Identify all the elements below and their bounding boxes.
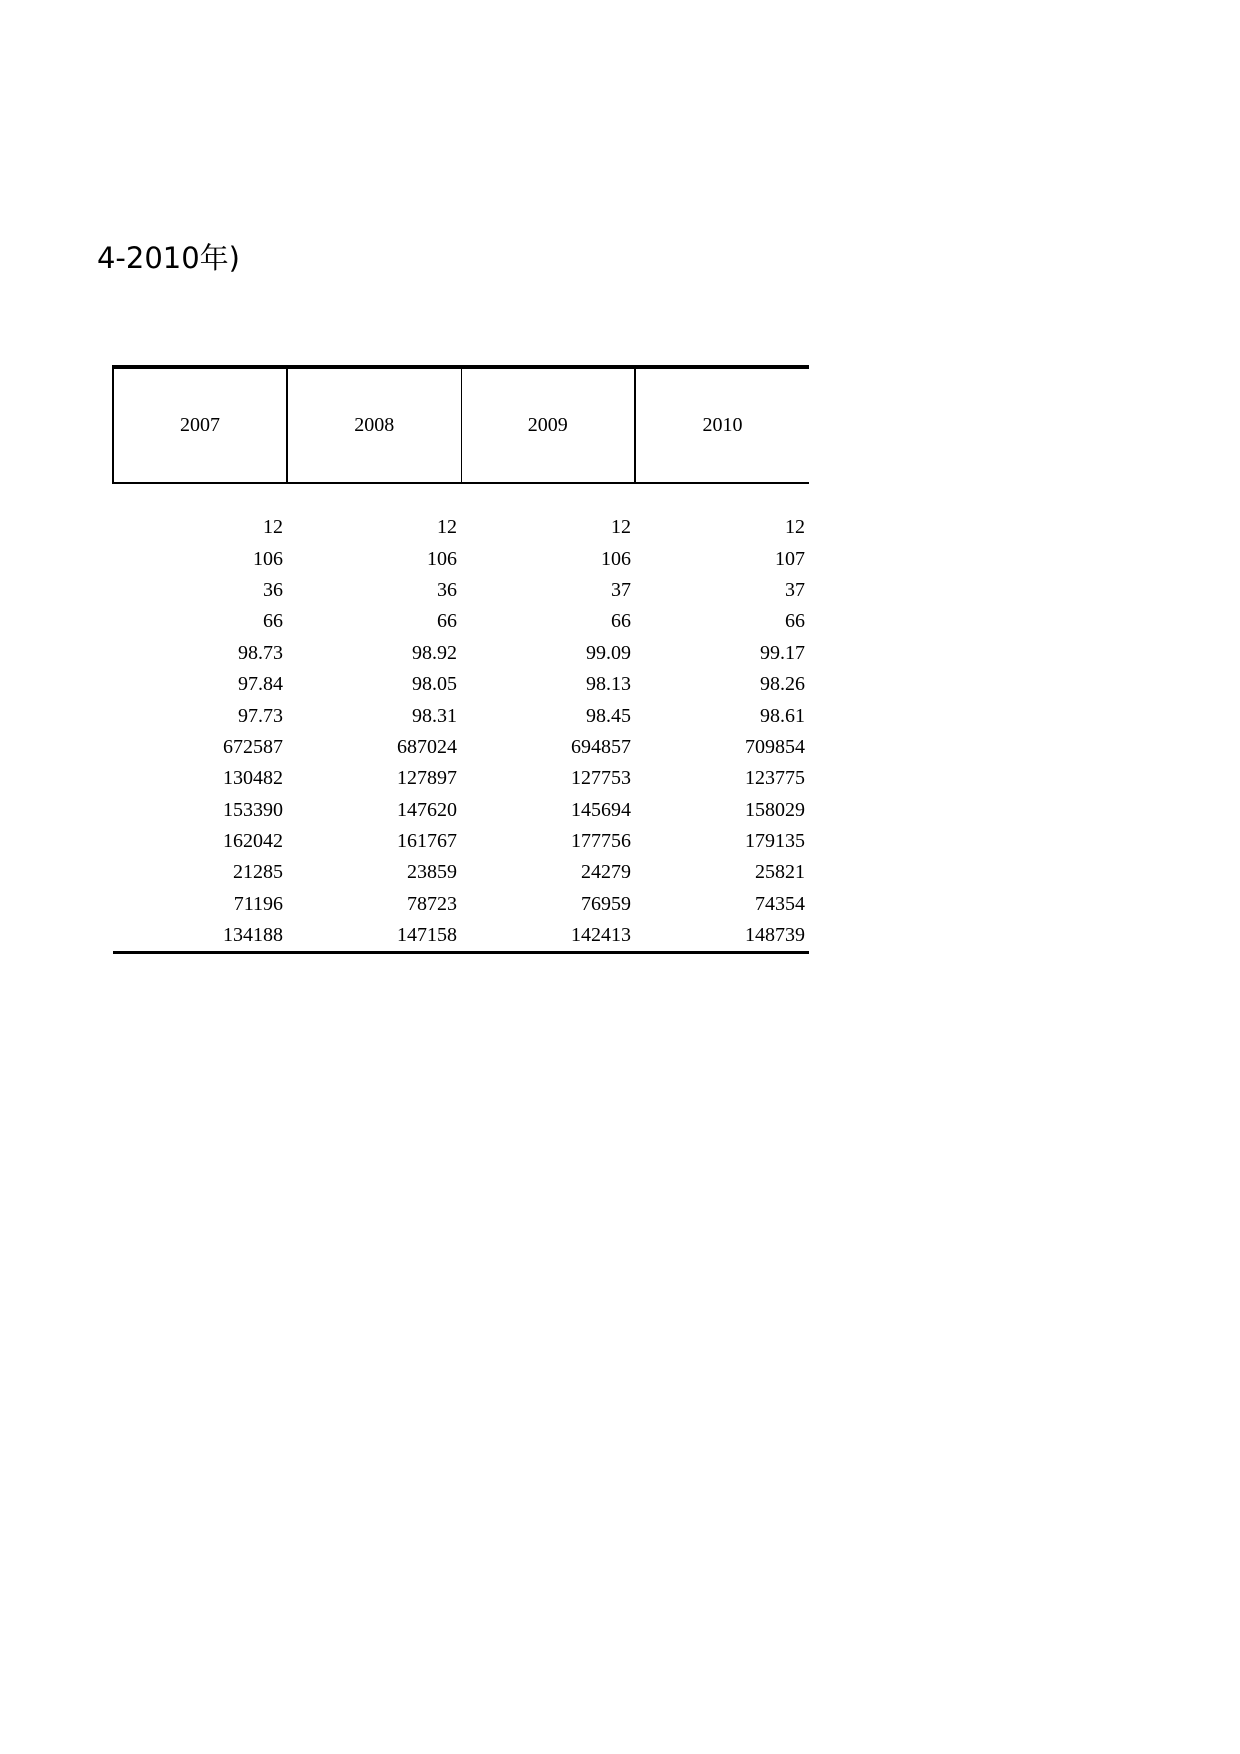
table-cell: 145694 <box>571 798 631 821</box>
table-cell: 36 <box>263 578 283 601</box>
header-row <box>113 367 809 483</box>
table-cell: 78723 <box>407 892 457 915</box>
table-cell: 12 <box>785 516 805 539</box>
table-row <box>113 889 809 920</box>
table-cell: 709854 <box>745 735 805 758</box>
table-cell: 76959 <box>581 892 631 915</box>
table-cell: 23859 <box>407 861 457 884</box>
table-cell: 98.92 <box>412 641 457 664</box>
table-cell: 179135 <box>745 830 805 853</box>
table-cell: 98.26 <box>760 673 805 696</box>
table-row <box>113 763 809 794</box>
table-cell: 66 <box>437 610 457 633</box>
table-row <box>113 606 809 637</box>
column-header-2009: 2009 <box>461 367 635 483</box>
table-cell: 127897 <box>397 767 457 790</box>
table-cell: 106 <box>427 547 457 570</box>
table-cell: 694857 <box>571 735 631 758</box>
table-cell: 158029 <box>745 798 805 821</box>
header-spacer-row <box>113 483 809 512</box>
table-cell: 148739 <box>635 920 809 953</box>
table-cell: 99.17 <box>760 641 805 664</box>
table-cell: 12 <box>611 516 631 539</box>
table-row <box>113 700 809 731</box>
table-cell: 130482 <box>223 767 283 790</box>
table-cell: 99.09 <box>586 641 631 664</box>
table-cell: 98.45 <box>586 704 631 727</box>
table-cell: 127753 <box>571 767 631 790</box>
table-cell: 98.31 <box>412 704 457 727</box>
table-row <box>113 638 809 669</box>
table-cell: 12 <box>437 516 457 539</box>
table-cell: 106 <box>601 547 631 570</box>
table-cell: 98.13 <box>586 673 631 696</box>
table-row <box>113 543 809 574</box>
table-row <box>113 669 809 700</box>
table-row <box>113 575 809 606</box>
table-row <box>113 857 809 888</box>
table-cell: 106 <box>253 547 283 570</box>
table-cell: 147158 <box>287 920 461 953</box>
table-cell: 161767 <box>397 830 457 853</box>
table-cell: 37 <box>611 578 631 601</box>
table-cell: 134188 <box>113 920 287 953</box>
table-cell: 142413 <box>461 920 635 953</box>
table-cell: 107 <box>775 547 805 570</box>
table-cell: 66 <box>785 610 805 633</box>
table-cell: 123775 <box>745 767 805 790</box>
table-cell: 71196 <box>233 892 283 915</box>
table-cell: 687024 <box>397 735 457 758</box>
table-cell: 98.05 <box>412 673 457 696</box>
table-cell: 24279 <box>581 861 631 884</box>
table-cell: 66 <box>263 610 283 633</box>
table-cell: 97.73 <box>238 704 283 727</box>
table-cell: 98.61 <box>760 704 805 727</box>
table-cell: 37 <box>785 578 805 601</box>
table-cell: 162042 <box>223 830 283 853</box>
table-row <box>113 826 809 857</box>
table-cell: 153390 <box>223 798 283 821</box>
table-row <box>113 920 809 953</box>
table-cell: 98.73 <box>238 641 283 664</box>
page-title <box>0 236 240 280</box>
table-cell: 74354 <box>755 892 805 915</box>
column-header-2007: 2007 <box>113 367 287 483</box>
data-table <box>112 365 809 954</box>
table-row <box>113 795 809 826</box>
table-cell: 147620 <box>397 798 457 821</box>
table-cell: 21285 <box>233 861 283 884</box>
column-header-2008: 2008 <box>287 367 461 483</box>
table-cell: 36 <box>437 578 457 601</box>
table-cell: 25821 <box>755 861 805 884</box>
table-row <box>113 512 809 543</box>
page-title-text: 4-2010年) <box>96 241 240 275</box>
table-row <box>113 732 809 763</box>
table-cell: 66 <box>611 610 631 633</box>
table-cell: 177756 <box>571 830 631 853</box>
table-cell: 97.84 <box>238 673 283 696</box>
table-cell: 672587 <box>223 735 283 758</box>
column-header-2010: 2010 <box>635 367 809 483</box>
table-cell: 12 <box>263 516 283 539</box>
